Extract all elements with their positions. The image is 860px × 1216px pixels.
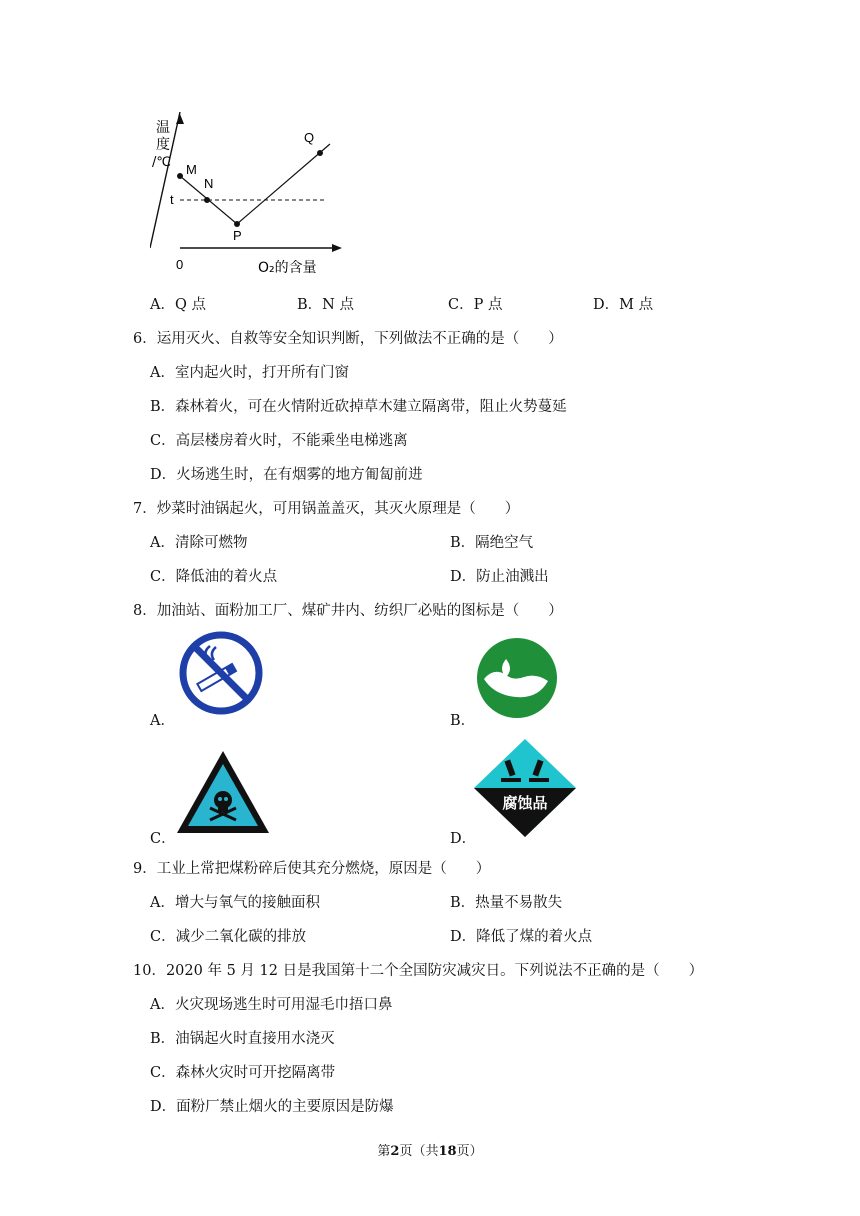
no-smoking-icon: [178, 630, 264, 716]
toxic-skull-icon: [174, 748, 272, 836]
q6-option-c: C．高层楼房着火时，不能乘坐电梯逃离: [150, 433, 408, 449]
q8-stem: 8．加油站、面粉加工厂、煤矿井内、纺织厂必贴的图标是（ ）: [133, 603, 563, 619]
y-label-2: 度: [156, 137, 170, 153]
water-drop-icon: [476, 637, 558, 719]
origin-label: 0: [176, 257, 184, 272]
q9-option-b: B．热量不易散失: [450, 895, 563, 911]
q8-option-d-label: D．: [450, 831, 477, 847]
point-n-label: N: [204, 176, 214, 191]
x-axis-arrow: [332, 244, 342, 252]
q9-option-d: D．降低了煤的着火点: [450, 929, 593, 945]
y-label-1: 温: [156, 120, 170, 136]
q9-option-c: C．减少二氧化碳的排放: [150, 929, 307, 945]
q7-option-c: C．降低油的着火点: [150, 569, 278, 585]
q6-option-b: B．森林着火，可在火情附近砍掉草木建立隔离带，阻止火势蔓延: [150, 399, 567, 415]
temperature-o2-graph: [150, 112, 350, 282]
q7-option-d: D．防止油溅出: [450, 569, 549, 585]
y-label-3: /℃: [152, 155, 171, 170]
q7-option-b: B．隔绝空气: [450, 535, 534, 551]
y-axis-arrow: [176, 114, 184, 124]
q6-option-d: D．火场逃生时，在有烟雾的地方匍匐前进: [150, 467, 423, 483]
q6-option-a: A．室内起火时，打开所有门窗: [150, 365, 349, 381]
x-axis-label: O₂的含量: [258, 260, 317, 276]
q5-option-d: D．M 点: [593, 297, 654, 313]
t-label: t: [170, 192, 174, 207]
point-m-label: M: [186, 162, 197, 177]
footer-mid: 页（共: [399, 1144, 439, 1159]
q10-option-b: B．油锅起火时直接用水浇灭: [150, 1031, 335, 1047]
q6-stem: 6．运用灭火、自救等安全知识判断，下列做法不正确的是（ ）: [133, 331, 563, 347]
footer-page-number: 2: [390, 1144, 400, 1159]
q8-option-a-label: A．: [150, 713, 175, 729]
page-footer: [0, 1140, 860, 1159]
q8-option-b-label: B．: [450, 713, 476, 729]
point-m-marker: [177, 173, 183, 179]
q10-option-a: A．火灾现场逃生时可用湿毛巾捂口鼻: [150, 997, 393, 1013]
temperature-curve: [180, 144, 330, 224]
q10-option-d: D．面粉厂禁止烟火的主要原因是防爆: [150, 1099, 394, 1115]
q8-option-c-label: C．: [150, 831, 176, 847]
point-p-label: P: [233, 228, 242, 243]
point-n-marker: [204, 197, 210, 203]
q10-option-c: C．森林火灾时可开挖隔离带: [150, 1065, 336, 1081]
footer-total-pages: 18: [438, 1144, 457, 1159]
corrosive-label: 腐蚀品: [502, 794, 548, 812]
point-p-marker: [234, 221, 240, 227]
q9-stem: 9．工业上常把煤粉碎后使其充分燃烧，原因是（ ）: [133, 861, 491, 877]
q7-option-a: A．清除可燃物: [150, 535, 248, 551]
q9-option-a: A．增大与氧气的接触面积: [150, 895, 320, 911]
q5-option-c: C．P 点: [448, 297, 503, 313]
q10-stem: 10．2020 年 5 月 12 日是我国第十二个全国防灾减灾日。下列说法不正确的是（ ）: [133, 963, 704, 979]
point-q-marker: [317, 150, 323, 156]
footer-suffix: 页）: [456, 1144, 483, 1159]
footer-prefix: 第: [377, 1144, 391, 1159]
corrosive-icon: [473, 738, 577, 838]
q5-option-a: A．Q 点: [150, 297, 206, 313]
q5-option-b: B．N 点: [297, 297, 354, 313]
q7-stem: 7．炒菜时油锅起火，可用锅盖盖灭，其灭火原理是（ ）: [133, 501, 520, 517]
point-q-label: Q: [304, 130, 315, 145]
